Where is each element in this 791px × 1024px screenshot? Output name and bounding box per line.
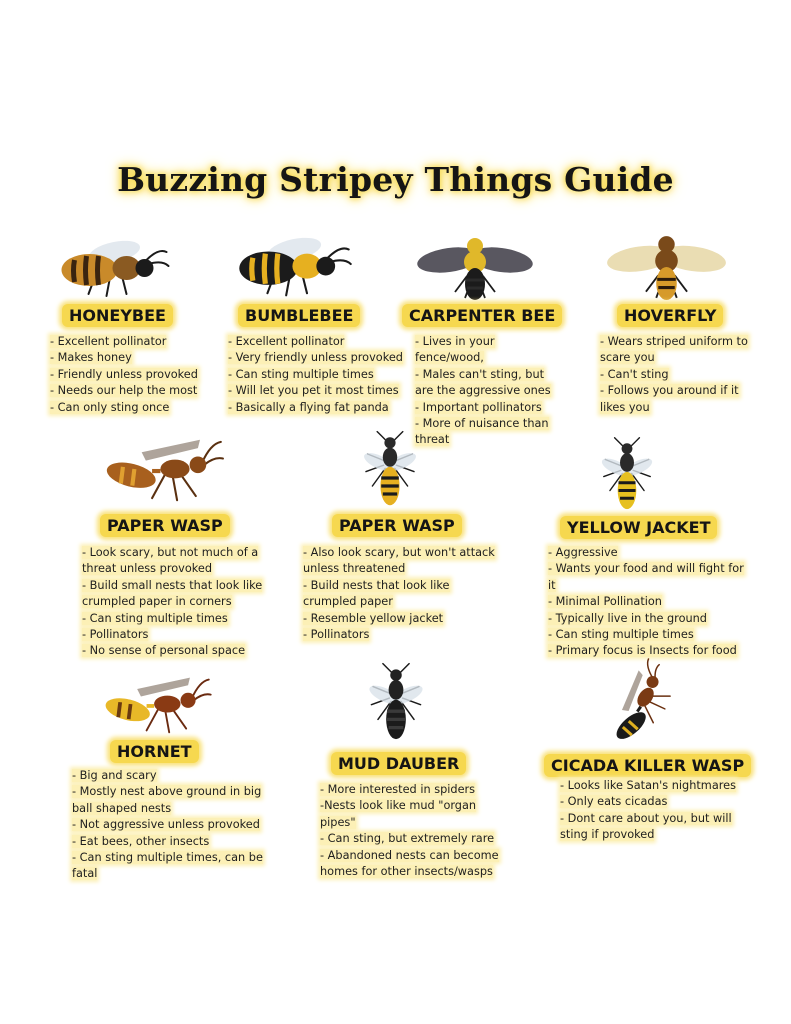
fact-item: - Not aggressive unless provoked [72,818,260,832]
fact-item: - More of nuisance than threat [415,417,549,447]
paper-wasp-yellow-icon [350,430,430,510]
carpenter-bee-icon [415,232,535,302]
fact-item: - Pollinators [82,628,149,642]
facts-list-paper-wasp-1 [82,545,282,660]
fact-item: - Build nests that look like crumpled paper [303,578,450,609]
fact-item: - Follows you around if it likes you [600,384,739,414]
facts-list-cicada-killer-wasp [560,778,750,844]
facts-list-carpenter-bee [415,334,565,449]
mud-dauber-icon [356,662,436,744]
fact-item: - Only eats cicadas [560,795,668,809]
fact-item: - Can sting multiple times [82,611,228,625]
fact-item: - Resemble yellow jacket [303,611,444,625]
insect-name-hoverfly: HOVERFLY [617,304,723,327]
facts-list-paper-wasp-2 [303,545,503,643]
fact-item: - Minimal Pollination [548,595,662,609]
page-title: Buzzing Stripey Things Guide [117,160,674,199]
fact-item: - Very friendly unless provoked [228,351,403,365]
fact-item: - Aggressive [548,546,618,559]
fact-item: - Wears striped uniform to scare you [600,335,748,365]
facts-list-hornet [72,768,272,883]
fact-item: - Needs our help the most [50,384,198,398]
facts-list-mud-dauber [320,782,510,880]
fact-item: - Eat bees, other insects [72,834,210,848]
insect-name-yellow-jacket: YELLOW JACKET [560,516,717,539]
fact-item: - Can't sting [600,367,669,381]
fact-item: - Important pollinators [415,400,542,414]
fact-item: - Primary focus is Insects for food [548,644,737,658]
cicada-killer-wasp-icon [578,642,703,767]
fact-item: - Excellent pollinator [228,335,345,348]
fact-item: - Dont care about you, but will sting if provoked [560,811,732,842]
fact-item: - More interested in spiders [320,783,476,796]
fact-item: - Looks like Satan's nightmares [560,779,736,792]
yellow-jacket-icon [596,436,658,514]
fact-item: - Friendly unless provoked [50,367,198,381]
fact-item: - Wants your food and will fight for it [548,562,744,592]
insect-name-honeybee: HONEYBEE [62,304,173,327]
hoverfly-icon [604,230,729,302]
fact-item: - Makes honey [50,351,132,365]
fact-item: -Nests look like mud "organ pipes" [320,799,477,829]
facts-list-bumblebee [228,334,403,416]
fact-item: - Basically a flying fat panda [228,400,389,414]
fact-item: - No sense of personal space [82,644,246,658]
insect-name-paper-wasp-1: PAPER WASP [100,514,230,537]
facts-list-honeybee [50,334,210,416]
insect-name-cicada-killer-wasp: CICADA KILLER WASP [544,754,751,777]
fact-item: - Will let you pet it most times [228,384,399,398]
insect-name-paper-wasp-2: PAPER WASP [332,514,462,537]
insect-name-carpenter-bee: CARPENTER BEE [402,304,562,327]
fact-item: - Excellent pollinator [50,335,167,348]
facts-list-hoverfly [600,334,750,416]
fact-item: - Males can't sting, but are the aggressive ones [415,367,551,398]
fact-item: - Look scary, but not much of a threat unless provoked [82,546,259,576]
fact-item: - Build small nests that look like crumpled paper in corners [82,578,263,609]
honeybee-icon [52,230,177,300]
fact-item: - Can sting multiple times, can be fatal [72,851,263,881]
insect-name-bumblebee: BUMBLEBEE [238,304,360,327]
fact-item: - Also look scary, but won't attack unless threatened [303,546,495,576]
fact-item: - Can sting multiple times [548,628,694,642]
fact-item: - Typically live in the ground [548,611,707,625]
bumblebee-icon [232,226,357,300]
fact-item: - Can sting, but extremely rare [320,832,495,846]
fact-item: - Abandoned nests can become homes for other insects/wasps [320,848,499,879]
facts-list-yellow-jacket [548,545,748,660]
paper-wasp-brown-icon [100,430,225,510]
insect-name-hornet: HORNET [110,740,199,763]
insect-name-mud-dauber: MUD DAUBER [331,752,466,775]
hornet-icon [96,672,216,738]
fact-item: - Pollinators [303,628,370,642]
fact-item: - Can only sting once [50,400,170,414]
fact-item: - Mostly nest above ground in big ball shaped nests [72,785,262,815]
fact-item: - Lives in your fence/wood, [415,335,495,365]
fact-item: - Big and scary [72,769,157,782]
fact-item: - Can sting multiple times [228,367,374,381]
